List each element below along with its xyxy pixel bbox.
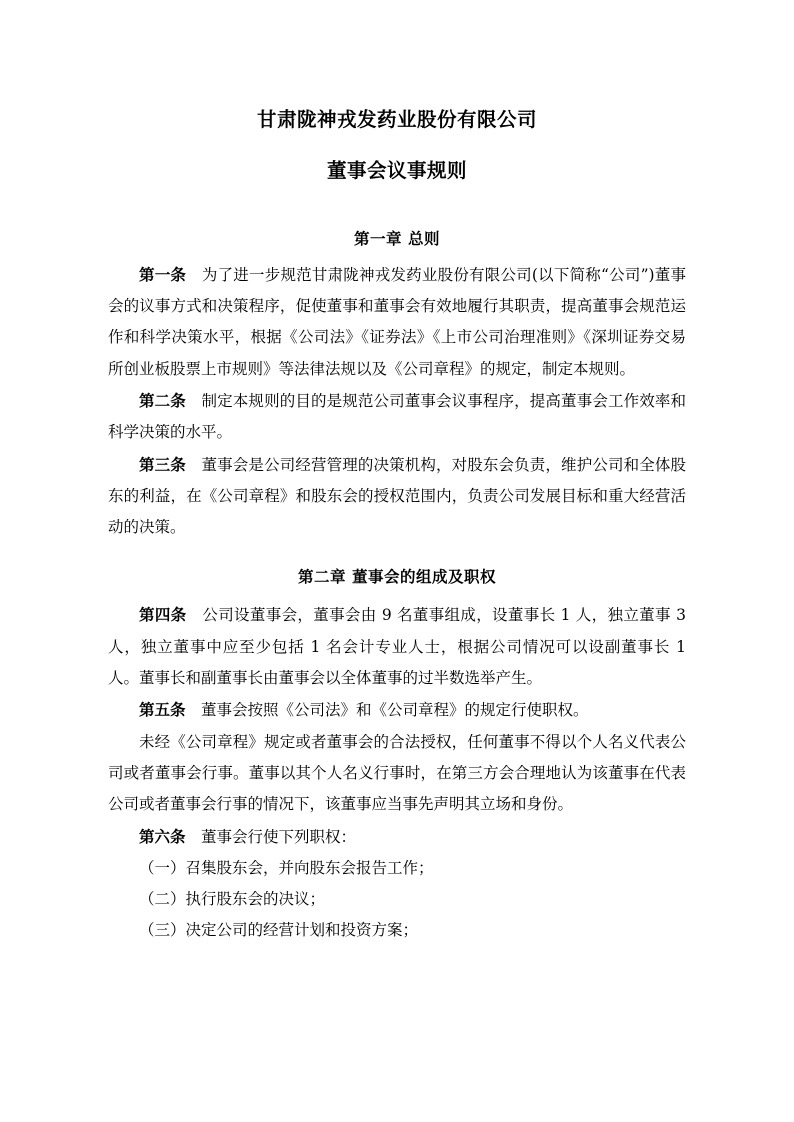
article-text: 公司设董事会，董事会由 9 名董事组成，设董事长 1 人，独立董事 3 人，独立董事中应至少包括 1 名会计专业人士，根据公司情况可以设副董事长 1 人。董事长和副董事长由董事会以全体董事的过半数选举产生。 bbox=[108, 606, 686, 688]
article-text: 董事会按照《公司法》和《公司章程》的规定行使职权。 bbox=[185, 701, 589, 720]
paragraph-article-6 bbox=[108, 821, 686, 853]
article-label: 第一条 bbox=[139, 264, 187, 284]
document-title-line-1: 甘肃陇神戎发药业股份有限公司 bbox=[256, 108, 537, 131]
paragraph-article-5 bbox=[108, 694, 686, 726]
article-text: 董事会是公司经营管理的决策机构，对股东会负责，维护公司和全体股东的利益，在《公司章程》和股东会的授权范围内，负责公司发展目标和重大经营活动的决策。 bbox=[108, 455, 686, 537]
article-text: 为了进一步规范甘肃陇神戎发药业股份有限公司(以下简称“公司”)董事会的议事方式和决策程序，促使董事和董事会有效地履行其职责，提高董事会规范运作和科学决策水平，根据《公司法》《证券法》《上市公司治理准则》《深圳证券交易所创业板股票上市规则》等法律法规以及《公司章程》的规定，制定本规则。 bbox=[108, 265, 686, 378]
article-label: 第二条 bbox=[139, 390, 186, 410]
document-title-line-2: 董事会议事规则 bbox=[326, 159, 467, 183]
paragraph-article-4 bbox=[108, 599, 686, 694]
list-item: （一）召集股东会，并向股东会报告工作； bbox=[139, 858, 434, 877]
chapter-heading-2: 第二章 董事会的组成及职权 bbox=[298, 567, 496, 587]
article-text: 制定本规则的目的是规范公司董事会议事程序，提高董事会工作效率和科学决策的水平。 bbox=[108, 391, 686, 442]
paragraph-article-1 bbox=[108, 259, 686, 385]
list-item: （二）执行股东会的决议； bbox=[139, 890, 326, 909]
article-text: 未经《公司章程》规定或者董事会的合法授权，任何董事不得以个人名义代表公司或者董事会行事。董事以其个人名义行事时，在第三方会合理地认为该董事在代表公司或者董事会行事的情况下，该董事应当事先声明其立场和身份。 bbox=[108, 732, 686, 814]
paragraph-article-5-continued bbox=[108, 727, 686, 821]
article-text: 董事会行使下列职权： bbox=[185, 827, 357, 846]
article-label: 第四条 bbox=[139, 605, 187, 625]
article-label: 第五条 bbox=[139, 700, 186, 720]
chapter-heading-1: 第一章 总则 bbox=[354, 228, 440, 248]
paragraph-article-3 bbox=[108, 449, 686, 544]
paragraph-article-2 bbox=[108, 385, 686, 449]
article-label: 第六条 bbox=[139, 826, 186, 846]
article-label: 第三条 bbox=[139, 454, 186, 474]
list-item: （三）决定公司的经营计划和投资方案； bbox=[139, 921, 419, 940]
